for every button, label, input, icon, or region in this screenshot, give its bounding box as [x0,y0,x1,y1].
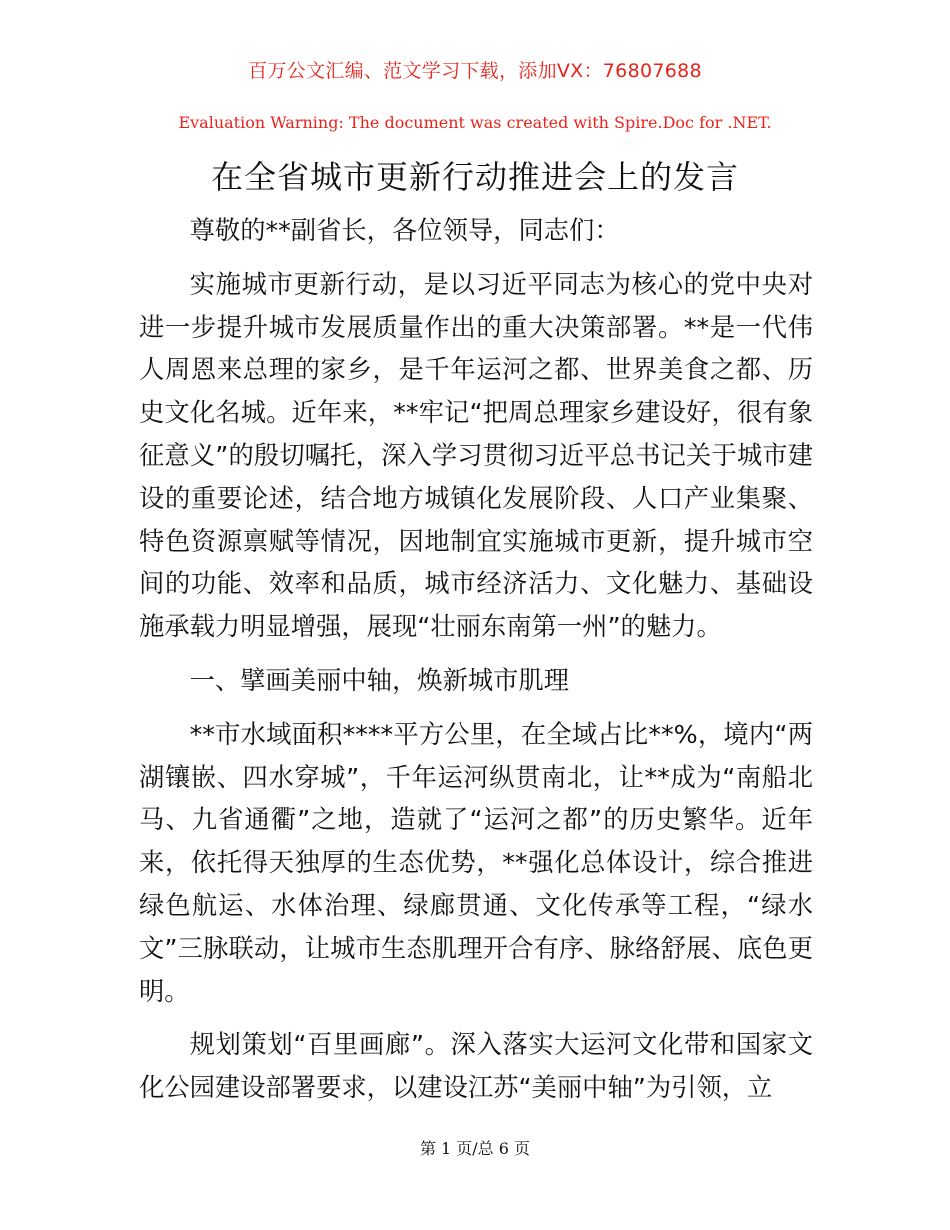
evaluation-warning: Evaluation Warning: The document was created with Spire.Doc for .NET. [178,113,772,132]
document-body [139,210,813,1121]
paragraph: 规划策划“百里画廊”。深入落实大运河文化带和国家文化公园建设部署要求，以建设江苏“美丽中轴”为引领，立 [139,1030,813,1103]
salutation: 尊敬的**副省长，各位领导，同志们： [189,216,620,245]
header-ad-text: 百万公文汇编、范文学习下载，添加VX：76807688 [248,60,702,82]
page-footer: 第 1 页/总 6 页 [419,1139,531,1158]
page-title: 在全省城市更新行动推进会上的发言 [210,158,739,196]
paragraph: 实施城市更新行动，是以习近平同志为核心的党中央对进一步提升城市发展质量作出的重大决策部署。**是一代伟人周恩来总理的家乡，是千年运河之都、世界美食之都、历史文化名城。近年来，**牢记“把周总理家乡建设好，很有象征意义”的殷切嘱托，深入学习贯彻习近平总书记关于城市建设的重要论述，结合地方城镇化发展阶段、人口产业集聚、特色资源禀赋等情况，因地制宜实施城市更新，提升城市空间的功能、效率和品质，城市经济活力、文化魅力、基础设施承载力明显增强，展现“壮丽东南第一州”的魅力。 [139,269,813,642]
paragraph: **市水域面积****平方公里，在全域占比**%，境内“两湖镶嵌、四水穿城”，千年运河纵贯南北，让**成为“南船北马、九省通衢”之地，造就了“运河之都”的历史繁华。近年来，依托得天独厚的生态优势，**强化总体设计，综合推进绿色航运、水体治理、绿廊贯通、文化传承等工程，“绿水文”三脉联动，让城市生态肌理开合有序、脉络舒展、底色更明。 [139,719,813,1006]
section-heading: 一、擘画美丽中轴，焕新城市肌理 [189,665,570,695]
